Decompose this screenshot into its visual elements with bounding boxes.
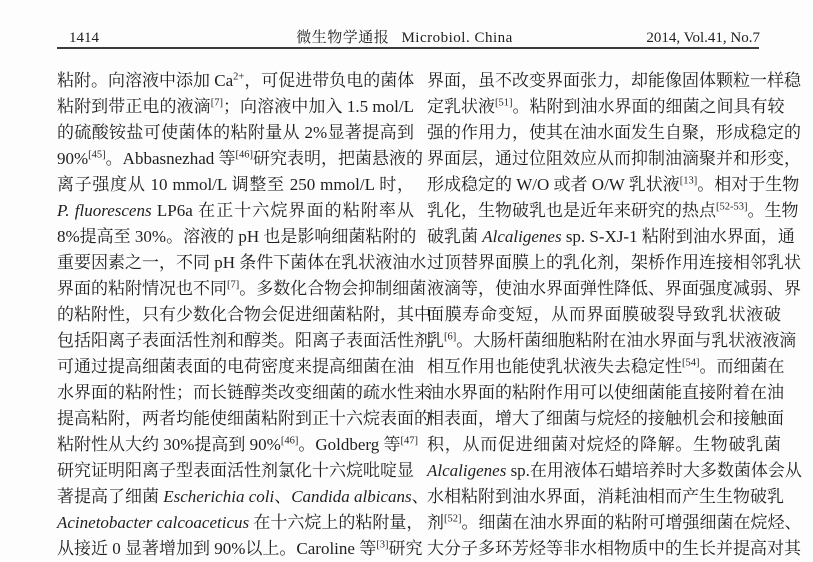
citation-superscript: [51]	[495, 97, 513, 109]
text-segment: 。多数化合物会抑制细菌	[239, 279, 427, 298]
text-segment: 、	[274, 487, 292, 506]
text-line	[57, 510, 424, 536]
text-line	[57, 354, 414, 380]
text-line	[57, 250, 427, 276]
text-segment: 粘附性从大约 30%提高到 90%	[57, 435, 281, 454]
journal-title-en: Microbiol. China	[401, 30, 513, 46]
text-line	[427, 120, 801, 146]
text-segment: 。Abbasnezhad 等	[105, 149, 236, 168]
text-segment: 的硫酸铵盐可使菌体的粘附量从 2%显著提高到	[57, 123, 414, 142]
text-line	[427, 510, 802, 536]
text-segment: 水界面的粘附性；而长链醇类改变细菌的疏水性来	[57, 383, 431, 402]
species-name: Alcaligenes	[427, 461, 507, 480]
text-segment: 液滴等，使油水界面弹性降低、界面强度减弱、界	[427, 279, 801, 298]
text-segment: 乳化，生物破乳也是近年来研究的热点	[427, 201, 716, 220]
text-segment: 粘附到带正电的液滴	[57, 97, 211, 116]
text-line	[57, 276, 427, 302]
text-line	[427, 354, 785, 380]
text-segment: 包括阳离子表面活性剂和醇类。阳离子表面活性剂	[57, 331, 431, 350]
citation-superscript: [52-53]	[716, 201, 748, 213]
text-segment: 剂	[427, 513, 444, 532]
text-segment: 相表面，增大了细菌与烷烃的接触机会和接触面	[427, 409, 784, 428]
text-line	[57, 146, 423, 172]
citation-superscript: [45]	[88, 149, 106, 161]
journal-title	[229, 26, 580, 47]
text-line	[427, 302, 781, 328]
text-segment: 、	[411, 487, 429, 506]
text-segment: 破乳菌	[427, 227, 483, 246]
column-right	[427, 68, 802, 562]
text-line	[57, 94, 414, 120]
text-line	[57, 432, 418, 458]
text-line	[57, 68, 414, 94]
species-name: Escherichia coli	[163, 487, 275, 506]
text-segment: 著提高了细菌	[57, 487, 164, 506]
citation-superscript: 2+	[233, 71, 245, 83]
text-line	[57, 536, 423, 562]
text-segment: 90%	[57, 149, 89, 168]
text-segment: 研究证明阳离子型表面活性剂氯化十六烷吡啶显	[57, 461, 414, 480]
citation-superscript: [7]	[227, 279, 240, 291]
citation-superscript: [54]	[682, 357, 700, 369]
text-line	[57, 198, 414, 224]
citation-superscript: [46]	[235, 149, 253, 161]
text-segment: 从接近 0 显著增加到 90%以上。Caroline 等	[57, 539, 377, 558]
species-name: Candida albicans	[291, 487, 412, 506]
text-line	[427, 172, 800, 198]
issue-info: 2014, Vol.41, No.7	[646, 30, 760, 46]
text-segment: LP6a 在正十六烷界面的粘附率从	[151, 201, 414, 220]
text-segment: 8%提高至 30%。溶液的 pH 也是影响细菌粘附的	[57, 227, 417, 246]
journal-title-cn: 微生物学通报	[296, 30, 390, 46]
text-segment: 。粘附到油水界面的细菌之间具有较	[512, 97, 785, 116]
text-line	[57, 172, 414, 198]
text-segment: 大分子多环芳烃等非水相物质中的生长并提高对其	[427, 539, 801, 558]
text-line	[427, 484, 784, 510]
text-line	[57, 328, 431, 354]
text-segment: 过顶替界面膜上的乳化剂，架桥作用连接相邻乳状	[427, 253, 801, 272]
text-segment: 。大肠杆菌细胞粘附在油水界面与乳状液液滴	[456, 331, 797, 350]
text-segment: 。相对于生物	[697, 175, 800, 194]
text-segment: 定乳状液	[427, 97, 495, 116]
citation-superscript: [46]	[280, 435, 299, 447]
page-header	[57, 26, 760, 47]
text-segment: 研究表明，把菌悬液的	[253, 149, 423, 168]
species-name: P. fluorescens	[57, 201, 152, 220]
text-segment: 形成稳定的 W/O 或者 O/W 乳状液	[427, 175, 680, 194]
text-line	[427, 224, 795, 250]
text-segment: 研究	[388, 539, 423, 558]
text-segment: 离子强度从 10 mmol/L 调整至 250 mmol/L 时，	[57, 175, 414, 194]
text-segment: ，可促进带负电的菌体	[244, 71, 415, 90]
header-rule	[57, 47, 759, 49]
text-segment: 积，从而促进细菌对烷烃的降解。生物破乳菌	[427, 435, 781, 454]
text-line	[57, 484, 429, 510]
text-line	[57, 120, 414, 146]
text-segment: 。生物	[747, 201, 799, 220]
citation-superscript: [3]	[376, 539, 389, 551]
text-segment: 界面层，通过位阻效应从而抑制油滴聚并和形变，	[427, 149, 801, 168]
text-line	[57, 302, 431, 328]
column-left	[57, 68, 431, 562]
text-segment: 在十六烷上的粘附量，	[249, 513, 424, 532]
citation-superscript: [6]	[444, 331, 457, 343]
text-segment: ；向溶液中加入 1.5 mol/L	[222, 97, 414, 116]
text-segment: 提高粘附，两者均能使细菌粘附到正十六烷表面的	[57, 409, 431, 428]
citation-superscript: [52]	[444, 513, 462, 525]
text-segment: 。细菌在油水界面的粘附可增强细菌在烷烃、	[461, 513, 802, 532]
text-line	[427, 406, 784, 432]
text-line	[427, 276, 801, 302]
text-segment: 。而细菌在	[699, 357, 785, 376]
text-segment: sp.在用液体石蜡培养时大多数菌体会从	[506, 461, 802, 480]
text-line	[427, 328, 797, 354]
text-segment: 粘附。向溶液中添加 Ca	[57, 71, 234, 90]
text-segment: 油水界面的粘附作用可以使细菌能直接附着在油	[427, 383, 784, 402]
citation-superscript: [47]	[400, 435, 418, 447]
text-line	[427, 380, 784, 406]
text-segment: 相互作用也能使乳状液失去稳定性	[427, 357, 682, 376]
species-name: Acinetobacter calcoaceticus	[57, 513, 250, 532]
citation-superscript: [7]	[210, 97, 223, 109]
text-segment: 的粘附性，只有少数化合物会促进细菌粘附，其中	[57, 305, 431, 324]
text-line	[57, 380, 431, 406]
text-segment: 重要因素之一，不同 pH 条件下菌体在乳状液油水	[57, 253, 427, 272]
text-segment: 界面，虽不改变界面张力，却能像固体颗粒一样稳	[427, 71, 801, 90]
text-line	[427, 536, 801, 562]
page-number: 1414	[69, 30, 99, 46]
text-line	[427, 198, 799, 224]
text-segment: 可通过提高细菌表面的电荷密度来提高细菌在油	[57, 357, 414, 376]
citation-superscript: [13]	[679, 175, 698, 187]
text-segment: 。Goldberg 等	[298, 435, 401, 454]
text-line	[427, 146, 801, 172]
text-segment: 面膜寿命变短，从而界面膜破裂导致乳状液破	[427, 305, 781, 324]
text-line	[427, 432, 781, 458]
text-line	[57, 224, 417, 250]
text-line	[57, 458, 414, 484]
text-segment: 乳	[427, 331, 444, 350]
text-line	[57, 406, 431, 432]
text-line	[427, 458, 802, 484]
text-segment: 界面的粘附情况也不同	[57, 279, 227, 298]
species-name: Alcaligenes	[482, 227, 562, 246]
text-line	[427, 68, 801, 94]
text-segment: sp. S-XJ-1 粘附到油水界面，通	[561, 227, 795, 246]
text-segment: 水相粘附到油水界面，消耗油相而产生生物破乳	[427, 487, 784, 506]
text-line	[427, 94, 785, 120]
text-line	[427, 250, 801, 276]
text-segment: 强的作用力，使其在油水面发生自聚，形成稳定的	[427, 123, 801, 142]
